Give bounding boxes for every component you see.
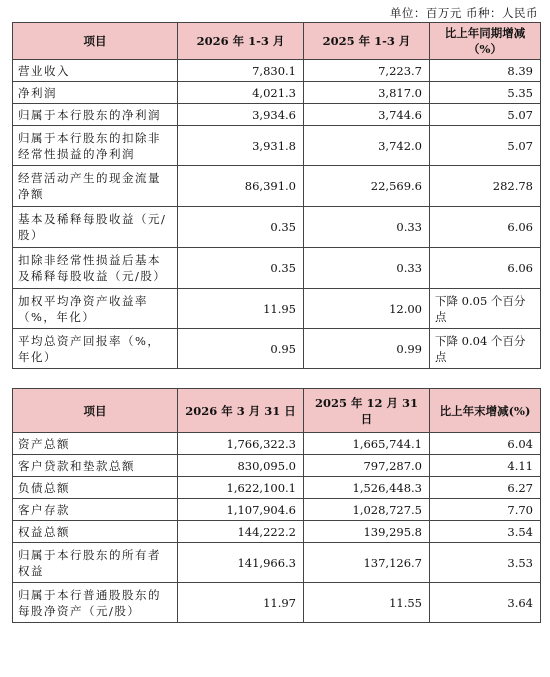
row-prior: 3,817.0	[304, 82, 430, 104]
table-row	[13, 543, 541, 583]
row-prior: 3,744.6	[304, 104, 430, 126]
header-current-period: 2026 年 1-3 月	[178, 23, 304, 60]
row-prior: 0.33	[304, 248, 430, 289]
row-change: 6.27	[430, 477, 541, 499]
row-change: 5.07	[430, 126, 541, 166]
table-row	[13, 248, 541, 289]
row-current: 11.95	[178, 289, 304, 329]
row-item: 归属于本行股东的净利润	[13, 104, 178, 126]
row-current: 0.35	[178, 248, 304, 289]
row-current: 1,107,904.6	[178, 499, 304, 521]
row-change: 下降 0.04 个百分点	[430, 329, 541, 369]
row-item: 净利润	[13, 82, 178, 104]
row-item: 平均总资产回报率（%，年化）	[13, 329, 178, 369]
header-change: 比上年同期增减（%）	[430, 23, 541, 60]
table-row	[13, 104, 541, 126]
row-current: 3,931.8	[178, 126, 304, 166]
row-change: 下降 0.05 个百分点	[430, 289, 541, 329]
row-current: 0.95	[178, 329, 304, 369]
row-change: 5.07	[430, 104, 541, 126]
row-change: 6.06	[430, 207, 541, 248]
row-item: 扣除非经常性损益后基本及稀释每股收益（元/股）	[13, 248, 178, 289]
row-prior: 7,223.7	[304, 60, 430, 82]
row-item: 经营活动产生的现金流量净额	[13, 166, 178, 207]
row-prior: 139,295.8	[304, 521, 430, 543]
row-change: 282.78	[430, 166, 541, 207]
row-change: 3.64	[430, 583, 541, 623]
row-current: 11.97	[178, 583, 304, 623]
unit-note: 单位：百万元 币种：人民币	[389, 6, 538, 20]
table-row	[13, 60, 541, 82]
table-row	[13, 477, 541, 499]
header-prior-date: 2025 年 12 月 31 日	[304, 389, 430, 433]
row-prior: 1,665,744.1	[304, 433, 430, 455]
row-change: 5.35	[430, 82, 541, 104]
table-row	[13, 433, 541, 455]
row-prior: 797,287.0	[304, 455, 430, 477]
table-row	[13, 521, 541, 543]
row-item: 客户贷款和垫款总额	[13, 455, 178, 477]
header-prior-period: 2025 年 1-3 月	[304, 23, 430, 60]
row-current: 4,021.3	[178, 82, 304, 104]
table-row	[13, 166, 541, 207]
row-current: 1,622,100.1	[178, 477, 304, 499]
row-current: 0.35	[178, 207, 304, 248]
row-item: 客户存款	[13, 499, 178, 521]
table-row	[13, 455, 541, 477]
header-item: 项目	[13, 23, 178, 60]
row-change: 3.53	[430, 543, 541, 583]
table-row	[13, 207, 541, 248]
row-current: 86,391.0	[178, 166, 304, 207]
header-current-date: 2026 年 3 月 31 日	[178, 389, 304, 433]
income-metrics-table	[12, 22, 541, 369]
table-row	[13, 289, 541, 329]
row-current: 141,966.3	[178, 543, 304, 583]
row-change: 3.54	[430, 521, 541, 543]
table-row	[13, 583, 541, 623]
row-change: 6.04	[430, 433, 541, 455]
row-current: 3,934.6	[178, 104, 304, 126]
row-prior: 3,742.0	[304, 126, 430, 166]
row-item: 加权平均净资产收益率（%，年化）	[13, 289, 178, 329]
row-prior: 1,526,448.3	[304, 477, 430, 499]
row-change: 8.39	[430, 60, 541, 82]
row-change: 6.06	[430, 248, 541, 289]
row-item: 归属于本行股东的扣除非经常性损益的净利润	[13, 126, 178, 166]
row-prior: 0.33	[304, 207, 430, 248]
row-item: 负债总额	[13, 477, 178, 499]
row-item: 营业收入	[13, 60, 178, 82]
row-change: 7.70	[430, 499, 541, 521]
table-header-row	[13, 23, 541, 60]
row-prior: 137,126.7	[304, 543, 430, 583]
row-prior: 1,028,727.5	[304, 499, 430, 521]
row-prior: 22,569.6	[304, 166, 430, 207]
row-prior: 11.55	[304, 583, 430, 623]
table-row	[13, 126, 541, 166]
row-current: 1,766,322.3	[178, 433, 304, 455]
row-item: 归属于本行股东的所有者权益	[13, 543, 178, 583]
row-item: 基本及稀释每股收益（元/股）	[13, 207, 178, 248]
row-current: 830,095.0	[178, 455, 304, 477]
table-row	[13, 82, 541, 104]
balance-sheet-table	[12, 388, 541, 623]
table-row	[13, 499, 541, 521]
row-current: 144,222.2	[178, 521, 304, 543]
table-row	[13, 329, 541, 369]
row-prior: 0.99	[304, 329, 430, 369]
header-change: 比上年末增减(%)	[430, 389, 541, 433]
row-item: 归属于本行普通股股东的每股净资产（元/股）	[13, 583, 178, 623]
row-item: 资产总额	[13, 433, 178, 455]
header-item: 项目	[13, 389, 178, 433]
table-header-row	[13, 389, 541, 433]
row-item: 权益总额	[13, 521, 178, 543]
row-current: 7,830.1	[178, 60, 304, 82]
row-prior: 12.00	[304, 289, 430, 329]
row-change: 4.11	[430, 455, 541, 477]
